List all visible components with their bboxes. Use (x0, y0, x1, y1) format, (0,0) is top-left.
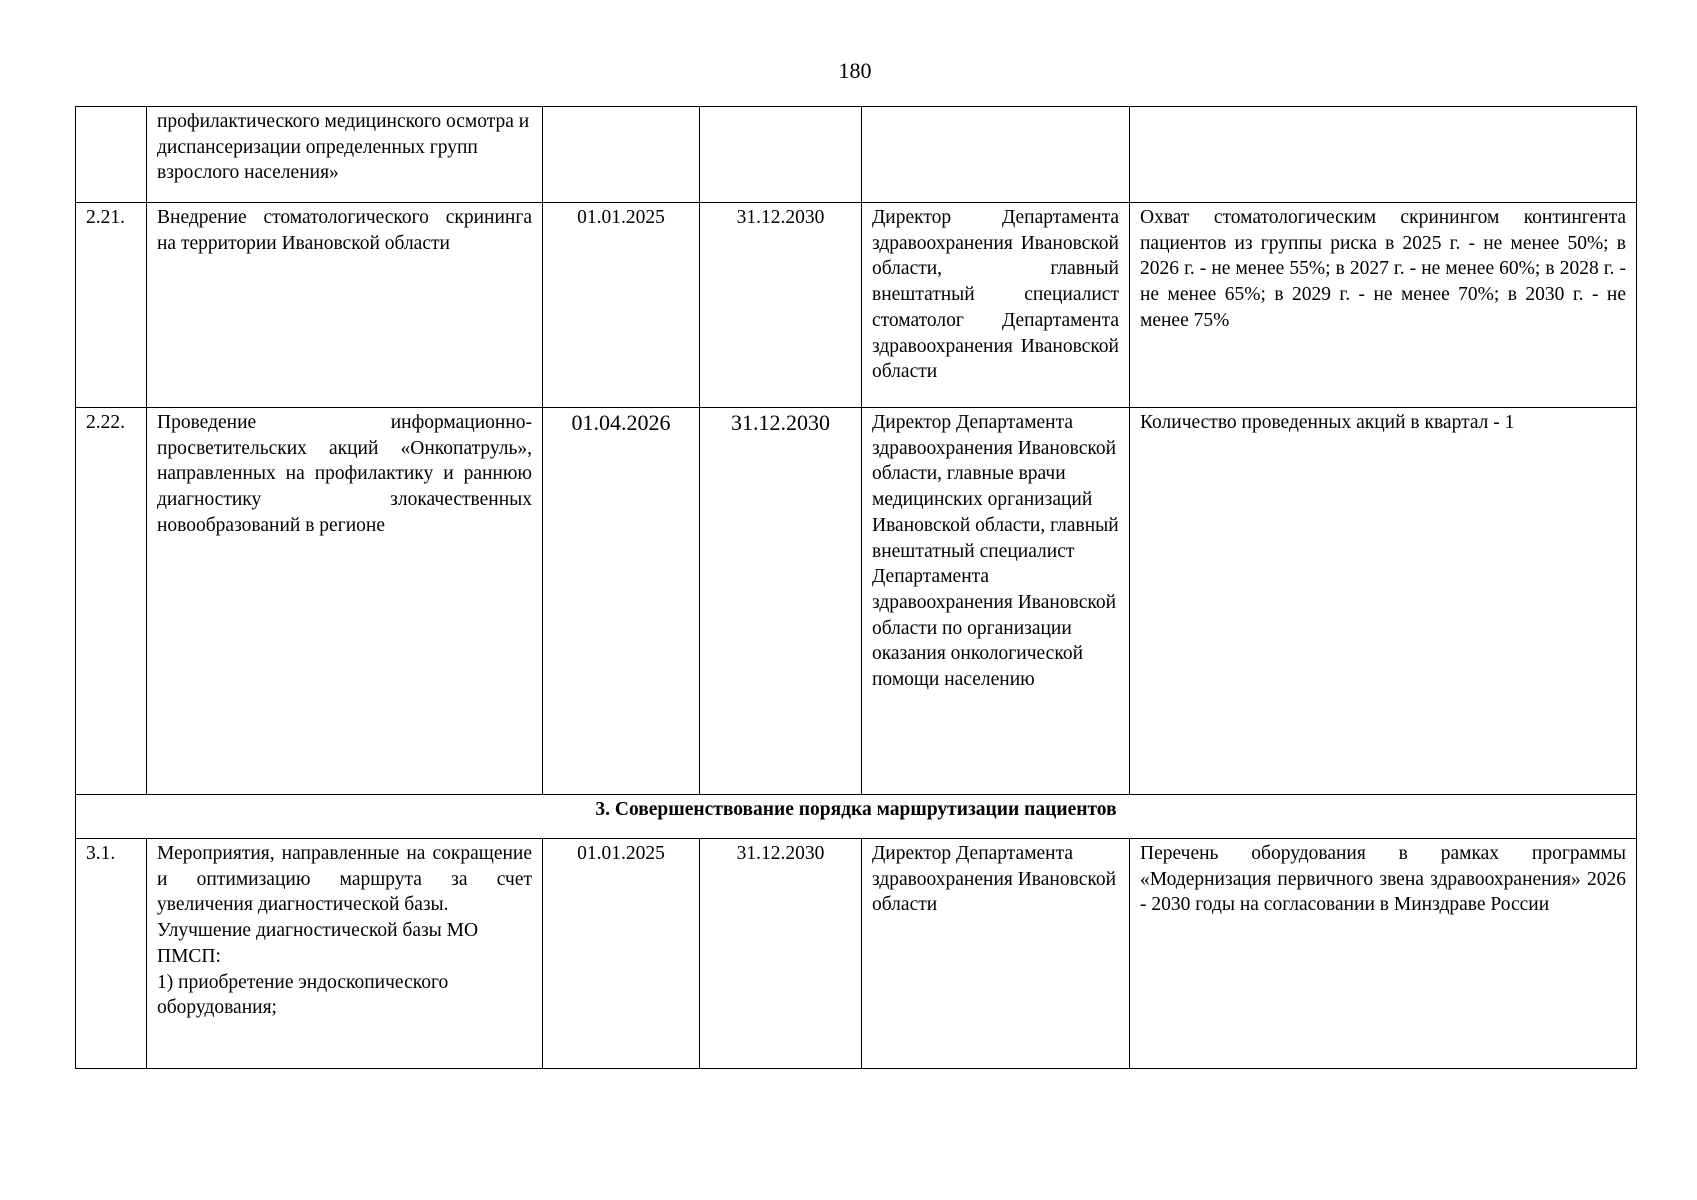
result-cell: Охват стоматологическим скринингом контингента пациентов из группы риска в 2025 г. - не менее 50%; в 2026 г. - не менее 55%; в 2027 г. - не менее 60%; в 2028 г. - не менее 65%; в 2029 г. - не менее 70%; в 2030 г. - не менее 75% (1130, 203, 1637, 408)
activity-name-cell: Проведение информационно-просветительских акций «Онкопатруль», направленных на профилактику и раннюю диагностику злокачественных новообразований в регионе (147, 408, 543, 795)
row-number-cell: 2.21. (76, 203, 147, 408)
activity-name-cell: профилактического медицинского осмотра и диспансеризации определенных групп взрослого населения» (147, 107, 543, 203)
result-cell: Количество проведенных акций в квартал - 1 (1130, 408, 1637, 795)
section-header-row (76, 795, 1637, 839)
responsible-cell: Директор Департамента здравоохранения Ивановской области, главный внештатный специалист стоматолог Департамента здравоохранения Ивановской области (862, 203, 1130, 408)
action-plan-table (75, 106, 1637, 1069)
activity-name-cell: Внедрение стоматологического скрининга на территории Ивановской области (147, 203, 543, 408)
activity-name-paragraph: Мероприятия, направленные на сокращение и оптимизацию маршрута за счет увеличения диагностической базы. (157, 843, 532, 916)
table-row-3-1 (76, 839, 1637, 1069)
table-row-continued (76, 107, 1637, 203)
end-date-cell (700, 107, 862, 203)
end-date-cell: 31.12.2030 (700, 203, 862, 408)
responsible-cell (862, 107, 1130, 203)
activity-name-paragraph: Улучшение диагностической базы МО ПМСП: (157, 920, 479, 967)
activity-name-paragraph: 1) приобретение эндоскопического оборудования; (157, 971, 449, 1019)
start-date-cell: 01.01.2025 (543, 203, 700, 408)
table-row-2-22 (76, 408, 1637, 795)
activity-name-cell (147, 839, 543, 1069)
row-number-cell (76, 107, 147, 203)
start-date-cell (543, 107, 700, 203)
result-cell (1130, 107, 1637, 203)
page-number: 180 (838, 58, 872, 83)
row-number-cell: 3.1. (76, 839, 147, 1069)
start-date-cell: 01.04.2026 (543, 408, 700, 795)
row-number-cell: 2.22. (76, 408, 147, 795)
responsible-cell: Директор Департамента здравоохранения Ивановской области (862, 839, 1130, 1069)
table-row-2-21 (76, 203, 1637, 408)
start-date-cell: 01.01.2025 (543, 839, 700, 1069)
result-cell: Перечень оборудования в рамках программы «Модернизация первичного звена здравоохранения» 2026 - 2030 годы на согласовании в Минздраве России (1130, 839, 1637, 1069)
section-title: 3. Совершенствование порядка маршрутизации пациентов (76, 795, 1637, 839)
end-date-cell: 31.12.2030 (700, 408, 862, 795)
responsible-cell: Директор Департамента здравоохранения Ивановской области, главные врачи медицинских организаций Ивановской области, главный внештатный специалист Департамента здравоохранения Ивановской области по организации оказания онкологической помощи населению (862, 408, 1130, 795)
end-date-cell: 31.12.2030 (700, 839, 862, 1069)
